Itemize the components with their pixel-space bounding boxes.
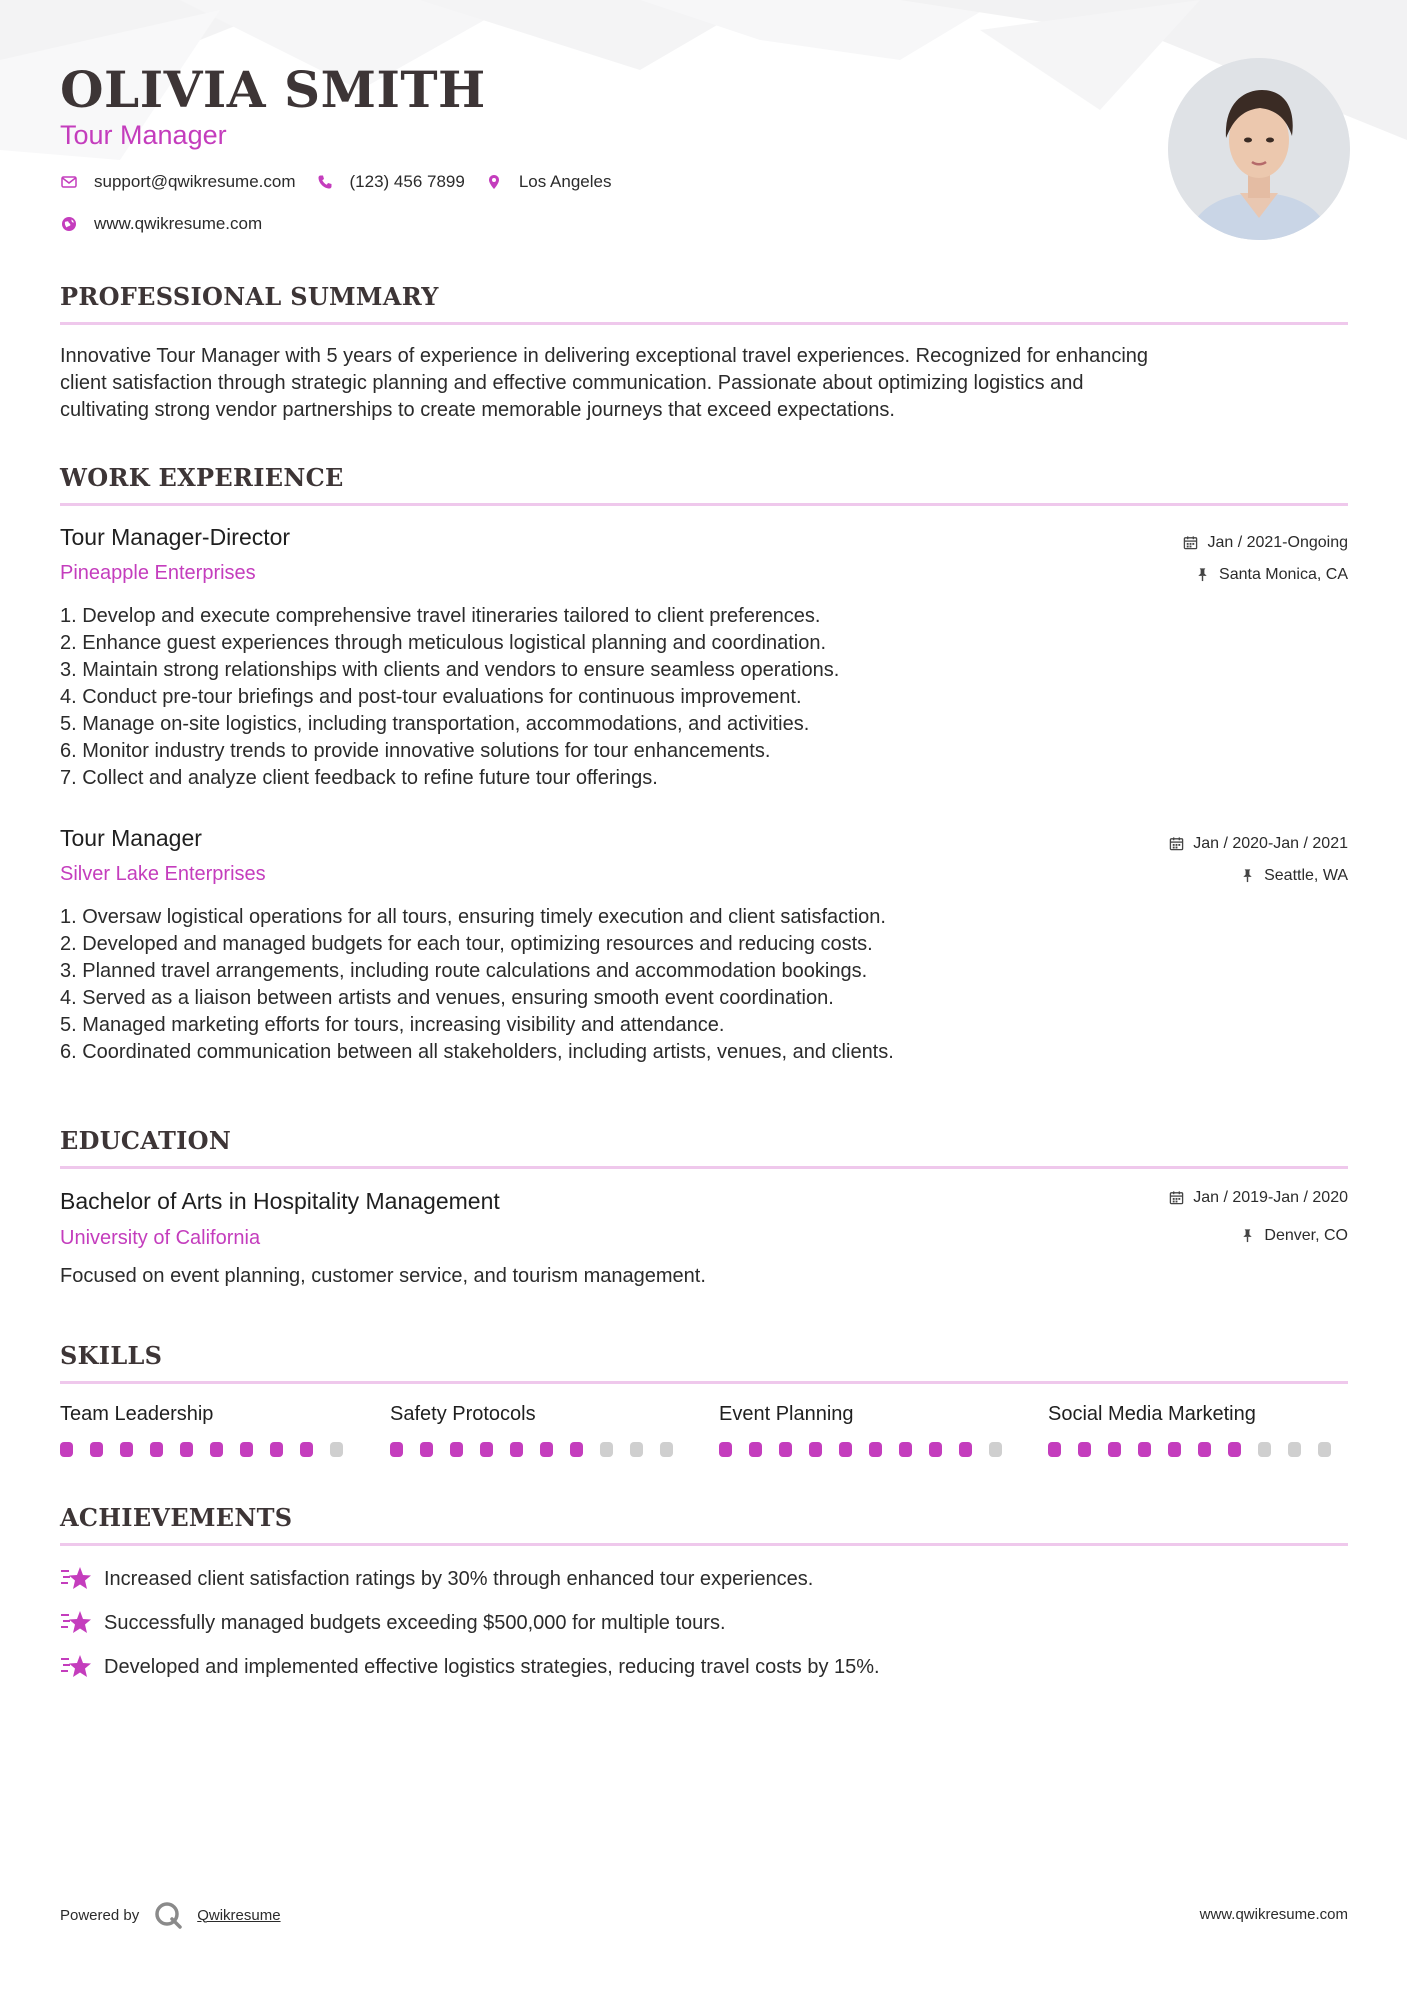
job-dates — [1169, 835, 1348, 853]
summary-text — [60, 343, 1348, 424]
rating-dot-filled — [749, 1442, 762, 1457]
rating-dot-filled — [240, 1442, 253, 1457]
education-divider — [60, 1166, 1348, 1169]
job-responsibilities — [60, 904, 1348, 1066]
achievement-item — [60, 1609, 726, 1637]
candidate-name: OLIVIA SMITH — [60, 60, 486, 119]
rating-dot-filled — [270, 1442, 283, 1457]
rating-dot-filled — [90, 1442, 103, 1457]
rating-dot-filled — [480, 1442, 493, 1457]
qwikresume-logo-icon — [153, 1900, 183, 1930]
list-item: 4. Served as a liaison between artists and venues, ensuring smooth event coordination. — [60, 987, 834, 1009]
achievement-text: Successfully managed budgets exceeding $500,000 for multiple tours. — [104, 1611, 726, 1634]
achievements-heading: ACHIEVEMENTS — [60, 1503, 293, 1532]
phone-text: (123) 456 7899 — [349, 172, 465, 191]
rating-dot-filled — [60, 1442, 73, 1457]
rating-dot-empty — [600, 1442, 613, 1457]
rating-dot-filled — [1078, 1442, 1091, 1457]
calendar-icon — [1169, 1190, 1185, 1206]
rating-dot-filled — [719, 1442, 732, 1457]
list-item: 6. Coordinated communication between all stakeholders, including artists, venues, and clients. — [60, 1041, 894, 1063]
rating-dot-filled — [809, 1442, 822, 1457]
rating-dot-filled — [120, 1442, 133, 1457]
summary-divider — [60, 322, 1348, 325]
achievement-text: Developed and implemented effective logistics strategies, reducing travel costs by 15%. — [104, 1655, 880, 1678]
rating-dot-filled — [1108, 1442, 1121, 1457]
phone-icon — [316, 173, 334, 191]
skill-rating — [719, 1442, 1019, 1457]
brand-link[interactable]: Qwikresume — [197, 1906, 281, 1924]
skill-rating — [1048, 1442, 1348, 1457]
list-item: 6. Monitor industry trends to provide innovative solutions for tour enhancements. — [60, 740, 771, 762]
job-dates-text: Jan / 2020-Jan / 2021 — [1193, 835, 1348, 852]
skill-rating — [390, 1442, 690, 1457]
skill-item — [1048, 1403, 1348, 1457]
list-item: 5. Managed marketing efforts for tours, increasing visibility and attendance. — [60, 1014, 725, 1036]
skill-name: Event Planning — [719, 1403, 854, 1425]
job-location — [1240, 867, 1348, 885]
candidate-role: Tour Manager — [60, 120, 227, 150]
rating-dot-filled — [300, 1442, 313, 1457]
education-dates — [1169, 1189, 1348, 1207]
job-company: Silver Lake Enterprises — [60, 863, 266, 885]
job-location-text: Seattle, WA — [1264, 867, 1348, 884]
skills-heading: SKILLS — [60, 1341, 163, 1370]
rating-dot-empty — [1258, 1442, 1271, 1457]
experience-heading: WORK EXPERIENCE — [60, 463, 344, 492]
rating-dot-filled — [899, 1442, 912, 1457]
globe-icon — [60, 215, 78, 233]
degree-title: Bachelor of Arts in Hospitality Management — [60, 1188, 500, 1214]
job-dates — [1183, 534, 1348, 552]
rating-dot-filled — [1048, 1442, 1061, 1457]
achievement-text: Increased client satisfaction ratings by 30% through enhanced tour experiences. — [104, 1567, 814, 1590]
pushpin-icon — [1240, 1228, 1256, 1244]
location-text: Los Angeles — [518, 172, 612, 191]
calendar-icon — [1169, 836, 1185, 852]
skill-item — [719, 1403, 1019, 1457]
achievements-divider — [60, 1543, 1348, 1546]
achievement-item — [60, 1653, 880, 1681]
education-description: Focused on event planning, customer service, and tourism management. — [60, 1265, 706, 1287]
rating-dot-filled — [1228, 1442, 1241, 1457]
education-heading: EDUCATION — [60, 1126, 232, 1155]
rating-dot-filled — [510, 1442, 523, 1457]
rating-dot-filled — [390, 1442, 403, 1457]
job-company: Pineapple Enterprises — [60, 562, 256, 584]
website-text: www.qwikresume.com — [94, 214, 263, 233]
school-name: University of California — [60, 1227, 261, 1249]
rating-dot-filled — [1198, 1442, 1211, 1457]
list-item: 2. Developed and managed budgets for each tour, optimizing resources and reducing costs. — [60, 933, 873, 955]
list-item: 3. Maintain strong relationships with clients and vendors to ensure seamless operations. — [60, 659, 840, 681]
job-responsibilities — [60, 603, 1348, 792]
rating-dot-filled — [869, 1442, 882, 1457]
skills-divider — [60, 1381, 1348, 1384]
job-dates-text: Jan / 2021-Ongoing — [1207, 534, 1348, 551]
skill-name: Safety Protocols — [390, 1403, 536, 1425]
summary-line: client satisfaction through strategic planning and effective communication. Passionate about optimizing logistics and — [60, 372, 1084, 394]
education-location-text: Denver, CO — [1264, 1227, 1348, 1244]
rating-dot-filled — [450, 1442, 463, 1457]
list-item: 2. Enhance guest experiences through meticulous logistical planning and coordination. — [60, 632, 827, 654]
rating-dot-filled — [1168, 1442, 1181, 1457]
list-item: 4. Conduct pre-tour briefings and post-tour evaluations for continuous improvement. — [60, 686, 802, 708]
rating-dot-empty — [1288, 1442, 1301, 1457]
contact-row-secondary — [60, 214, 282, 234]
rating-dot-empty — [660, 1442, 673, 1457]
list-item: 7. Collect and analyze client feedback to refine future tour offerings. — [60, 767, 658, 789]
contact-phone[interactable] — [316, 172, 465, 192]
rating-dot-filled — [779, 1442, 792, 1457]
rating-dot-empty — [630, 1442, 643, 1457]
footer-website-link[interactable]: www.qwikresume.com — [1199, 1906, 1348, 1923]
shooting-star-icon — [60, 1609, 92, 1637]
shooting-star-icon — [60, 1565, 92, 1593]
rating-dot-filled — [1138, 1442, 1151, 1457]
contact-email[interactable] — [60, 172, 296, 192]
job-location — [1195, 566, 1348, 584]
skill-name: Team Leadership — [60, 1403, 214, 1425]
contact-row-primary — [60, 172, 631, 192]
list-item: 1. Oversaw logistical operations for all tours, ensuring timely execution and client satisfaction. — [60, 906, 886, 928]
skill-name: Social Media Marketing — [1048, 1403, 1256, 1425]
rating-dot-filled — [210, 1442, 223, 1457]
rating-dot-filled — [839, 1442, 852, 1457]
footer-powered-by — [60, 1900, 281, 1930]
rating-dot-filled — [959, 1442, 972, 1457]
rating-dot-empty — [989, 1442, 1002, 1457]
skill-item — [60, 1403, 360, 1457]
rating-dot-filled — [929, 1442, 942, 1457]
email-text: support@qwikresume.com — [94, 172, 296, 191]
job-title: Tour Manager-Director — [60, 524, 291, 550]
rating-dot-empty — [1318, 1442, 1331, 1457]
profile-photo — [1168, 58, 1350, 240]
contact-website[interactable] — [60, 214, 262, 234]
powered-by-label: Powered by — [60, 1906, 140, 1924]
rating-dot-filled — [570, 1442, 583, 1457]
rating-dot-filled — [180, 1442, 193, 1457]
shooting-star-icon — [60, 1653, 92, 1681]
envelope-icon — [60, 173, 78, 191]
calendar-icon — [1183, 535, 1199, 551]
summary-line: Innovative Tour Manager with 5 years of experience in delivering exceptional travel experiences. Recognized for enhancing — [60, 345, 1149, 367]
skill-rating — [60, 1442, 360, 1457]
pushpin-icon — [1240, 868, 1256, 884]
summary-line: cultivating strong vendor partnerships to create memorable journeys that exceed expectations. — [60, 399, 895, 421]
rating-dot-empty — [330, 1442, 343, 1457]
experience-divider — [60, 503, 1348, 506]
rating-dot-filled — [540, 1442, 553, 1457]
list-item: 1. Develop and execute comprehensive travel itineraries tailored to client preferences. — [60, 605, 821, 627]
list-item: 5. Manage on-site logistics, including transportation, accommodations, and activities. — [60, 713, 810, 735]
education-location — [1240, 1227, 1348, 1245]
job-title: Tour Manager — [60, 825, 202, 851]
pushpin-icon — [1195, 567, 1211, 583]
contact-location — [485, 172, 612, 192]
summary-heading: PROFESSIONAL SUMMARY — [60, 282, 439, 311]
rating-dot-filled — [150, 1442, 163, 1457]
skill-item — [390, 1403, 690, 1457]
education-dates-text: Jan / 2019-Jan / 2020 — [1193, 1189, 1348, 1206]
job-location-text: Santa Monica, CA — [1219, 566, 1348, 583]
rating-dot-filled — [420, 1442, 433, 1457]
achievement-item — [60, 1565, 813, 1593]
map-pin-icon — [485, 173, 503, 191]
list-item: 3. Planned travel arrangements, including route calculations and accommodation bookings. — [60, 960, 868, 982]
